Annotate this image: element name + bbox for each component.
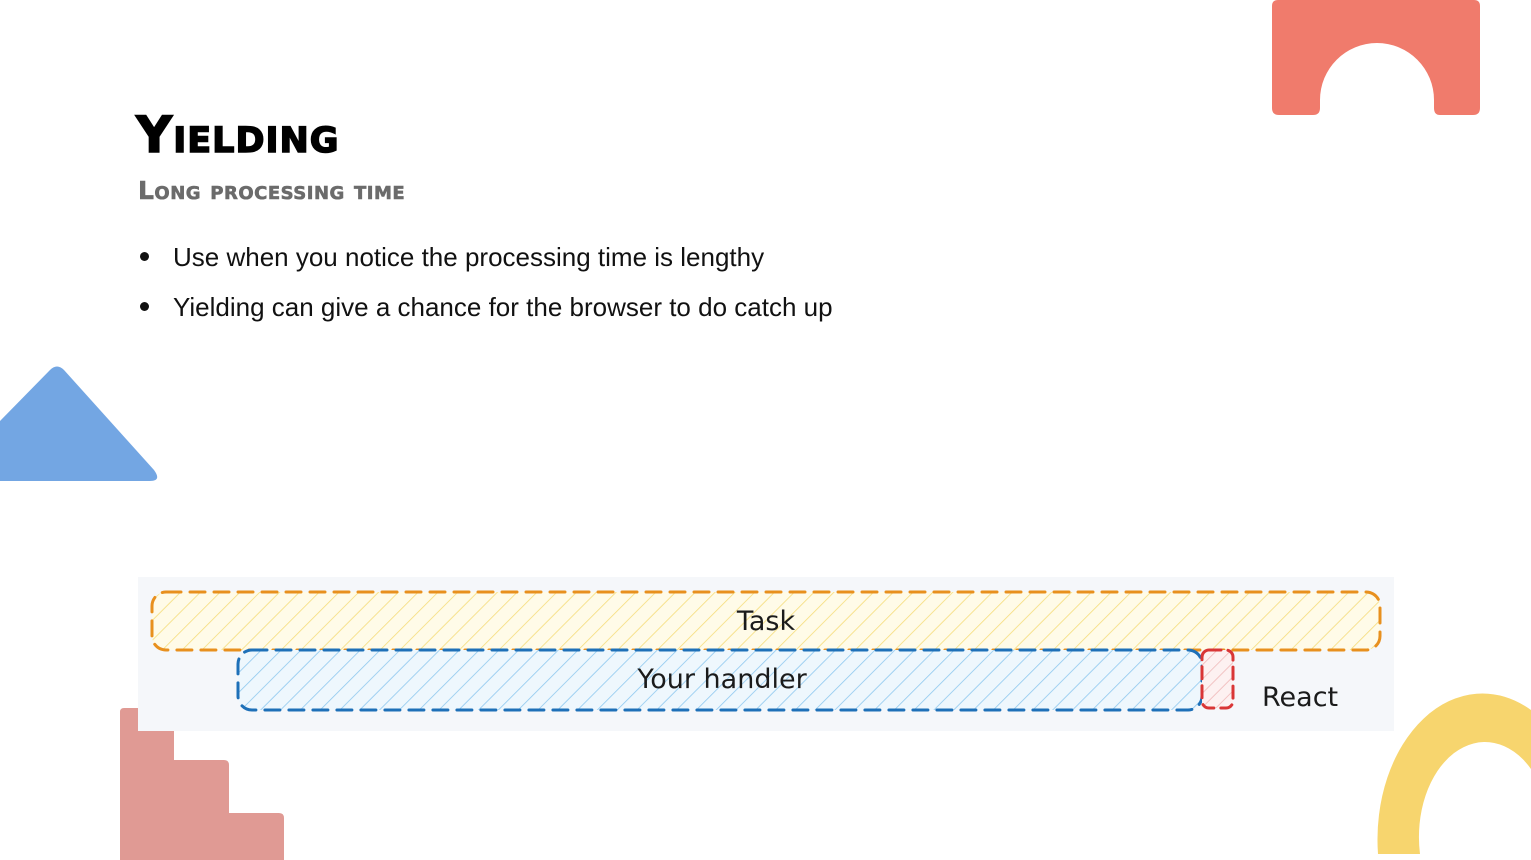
bullet-text: Yielding can give a chance for the browser to do catch up (173, 291, 833, 322)
slide-subtitle: Long processing time (138, 176, 406, 205)
slide-title: Yielding (136, 106, 340, 164)
task-block (152, 592, 1380, 650)
handler-block (238, 650, 1202, 710)
bullet-text: Use when you notice the processing time is lengthy (173, 242, 765, 272)
handler-label: Your handler (637, 664, 807, 695)
react-label: React (1262, 682, 1339, 713)
task-label: Task (736, 606, 796, 637)
